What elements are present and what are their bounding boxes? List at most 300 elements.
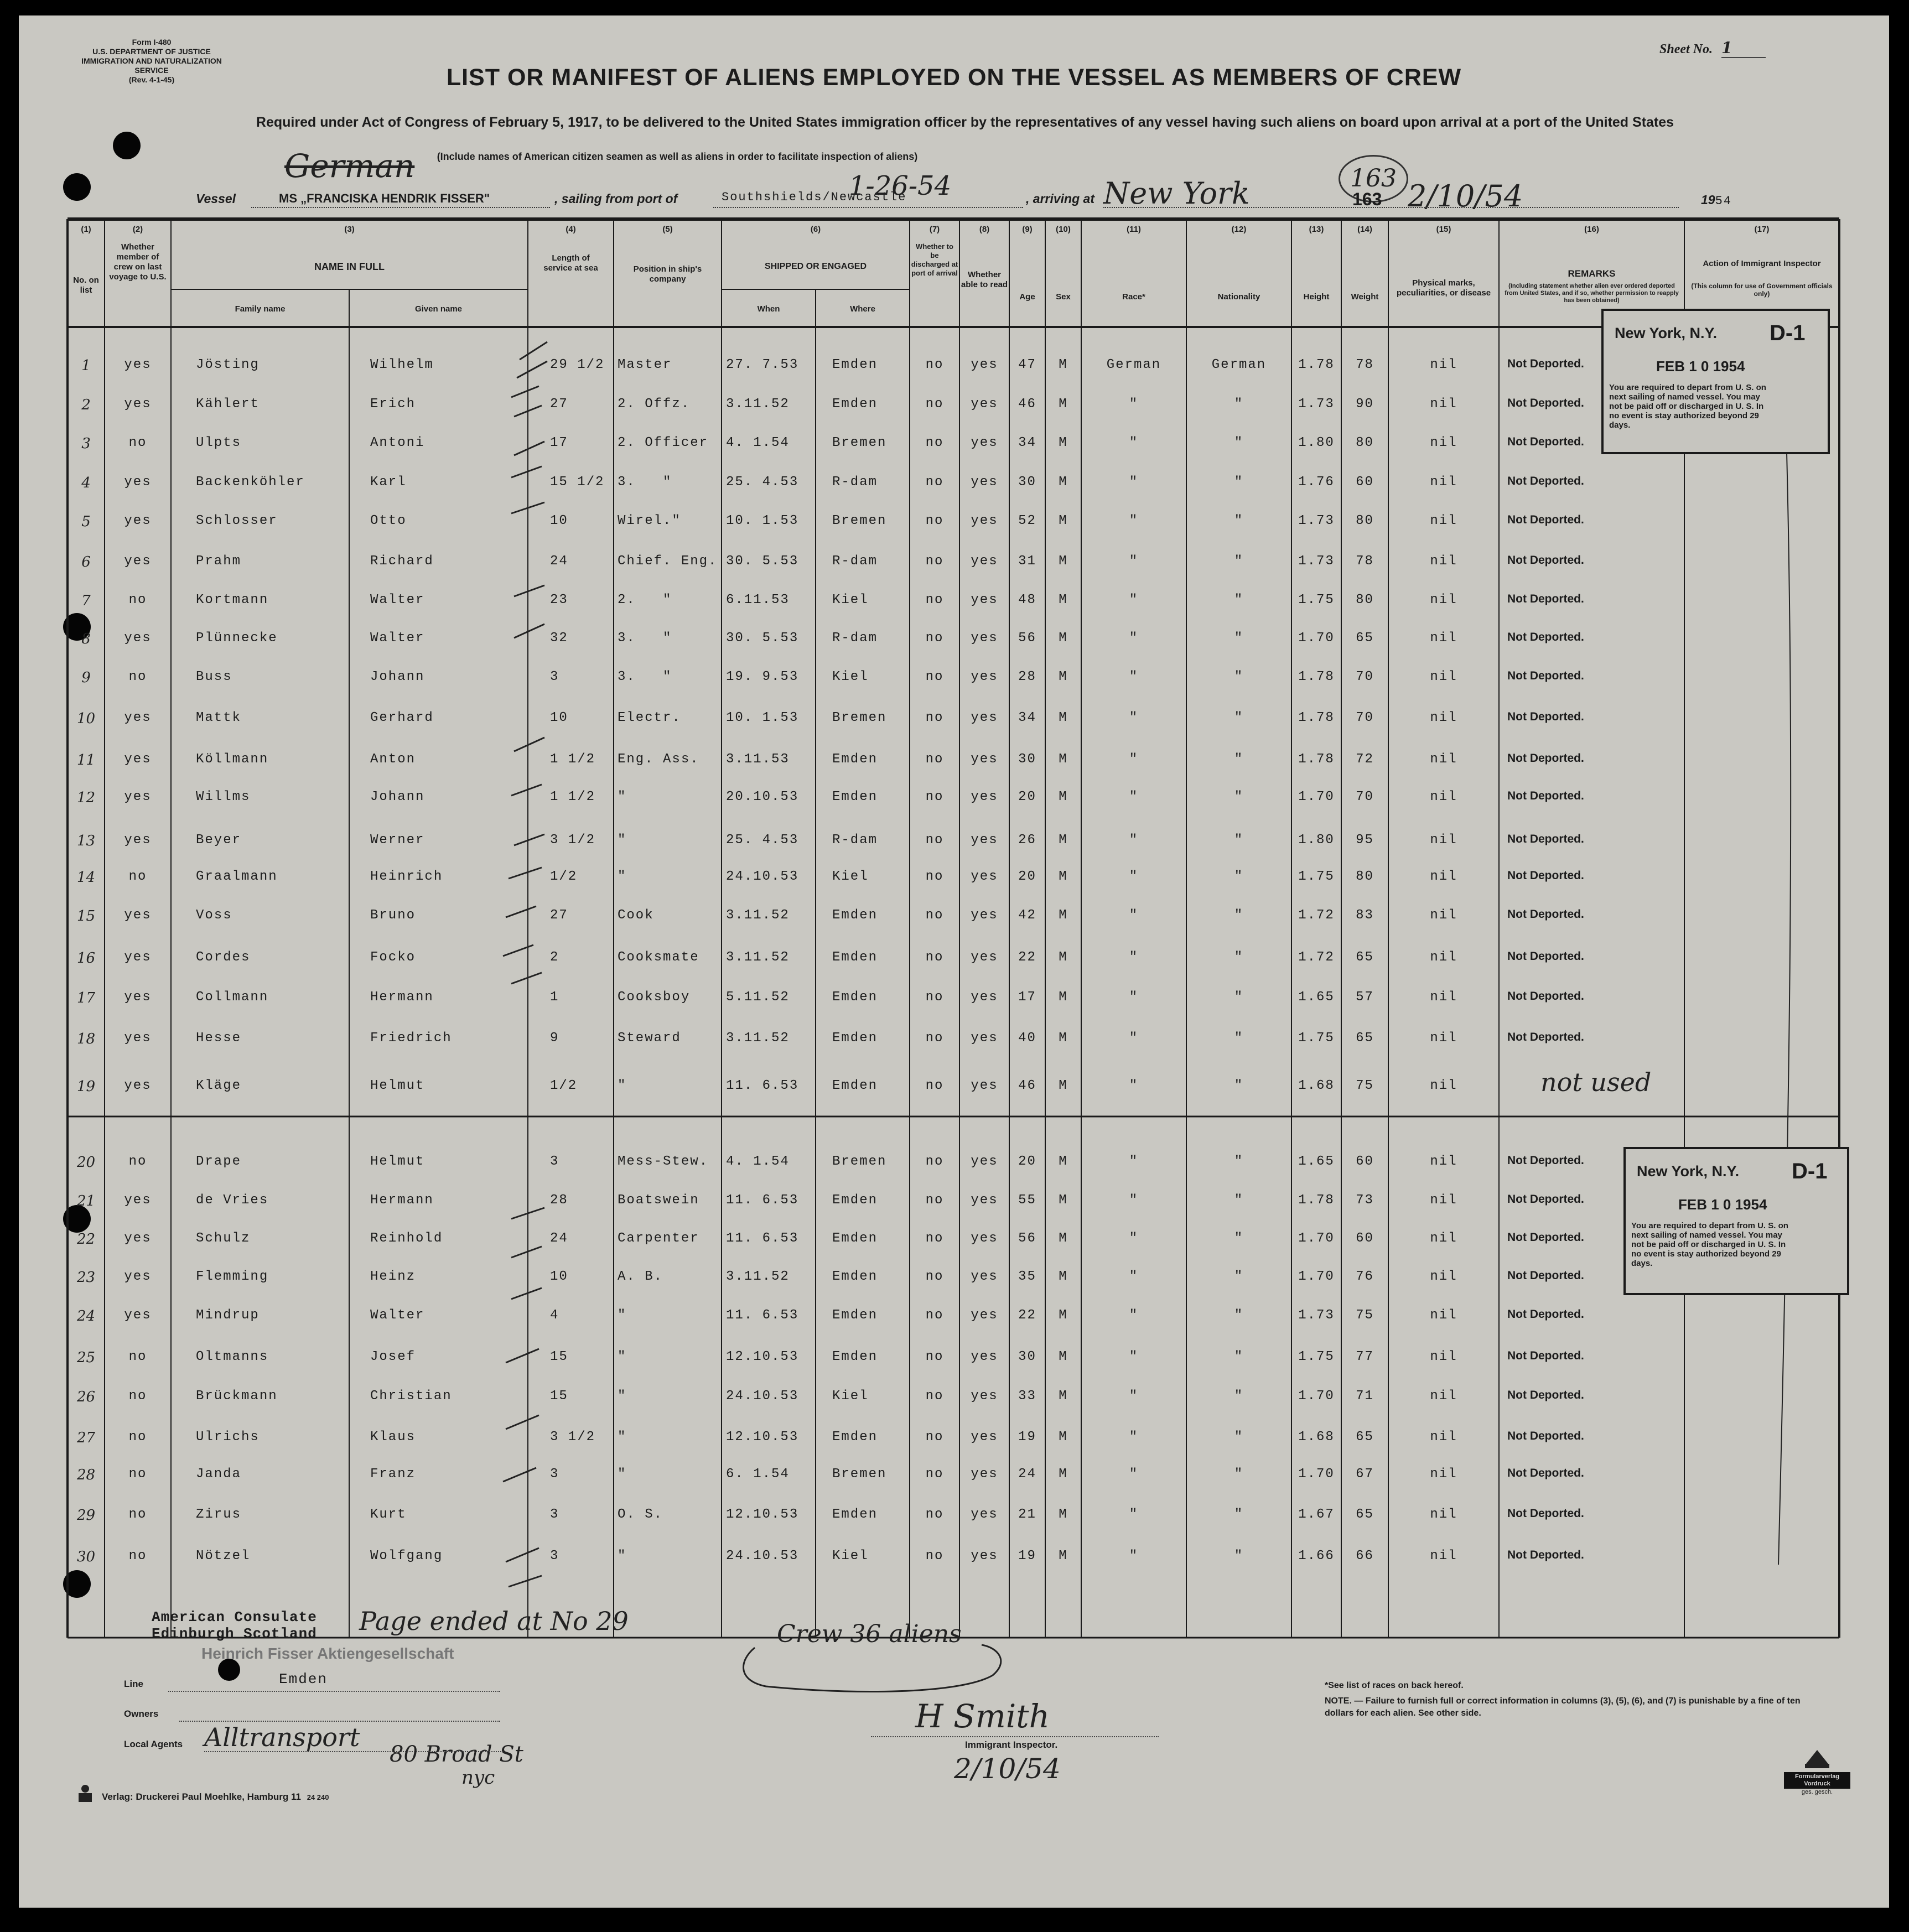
col-age: Age <box>1019 292 1035 302</box>
cell-prev-voyage: no <box>128 1430 147 1445</box>
inspector-label: Immigrant Inspector. <box>965 1739 1058 1750</box>
cell-service-length: 2 <box>550 950 559 965</box>
cell-remarks: Not Deported. <box>1507 1507 1584 1520</box>
cell-physical-marks: nil <box>1430 1154 1457 1169</box>
check-stroke <box>503 1415 542 1587</box>
cell-when: 11. 6.53 <box>726 1193 799 1208</box>
cell-service-length: 1/2 <box>550 1078 578 1093</box>
cell-where: R-dam <box>832 833 878 848</box>
cell-weight: 66 <box>1356 1549 1374 1564</box>
row-number: 30 <box>76 1549 96 1565</box>
cell-service-length: 24 <box>550 554 568 569</box>
cell-weight: 78 <box>1356 554 1374 569</box>
cell-discharged: no <box>925 1078 944 1093</box>
cell-able-read: yes <box>971 710 998 725</box>
cell-position: " <box>618 1549 627 1564</box>
cell-prev-voyage: no <box>128 1154 147 1169</box>
cell-where: Emden <box>832 752 878 767</box>
cell-sex: M <box>1059 990 1068 1005</box>
vessel-name: MS „FRANCISKA HENDRIK FISSER" <box>279 191 490 205</box>
cell-where: Emden <box>832 1231 878 1246</box>
cell-sex: M <box>1059 790 1068 804</box>
signature-underline <box>871 1736 1159 1737</box>
col-nationality: Nationality <box>1217 292 1260 302</box>
cell-sex: M <box>1059 357 1068 372</box>
cell-position: Electr. <box>618 710 681 725</box>
note-text: — Failure to furnish full or correct information in columns (3), (5), (6), and (7) is punishable by a fine of ten dollars for each alien. See other side. <box>1325 1696 1801 1718</box>
cell-when: 20.10.53 <box>726 790 799 804</box>
cell-height: 1.73 <box>1298 513 1335 528</box>
cell-sex: M <box>1059 1349 1068 1364</box>
cell-prev-voyage: yes <box>124 908 152 923</box>
cell-position: O. S. <box>618 1507 663 1522</box>
row-number: 24 <box>76 1308 96 1325</box>
cell-weight: 75 <box>1356 1308 1374 1323</box>
cell-discharged: no <box>925 908 944 923</box>
cell-when: 10. 1.53 <box>726 513 799 528</box>
cell-race: " <box>1129 1078 1139 1093</box>
row-number: 13 <box>76 833 96 849</box>
publisher-code: 24 240 <box>307 1793 329 1801</box>
agents-label: Local Agents <box>124 1739 183 1749</box>
cell-remarks: Not Deported. <box>1507 1269 1584 1282</box>
cell-sex: M <box>1059 1549 1068 1564</box>
cell-sex: M <box>1059 869 1068 884</box>
col-race: Race* <box>1122 292 1145 302</box>
cell-prev-voyage: yes <box>124 1308 152 1323</box>
cell-remarks: Not Deported. <box>1507 397 1584 409</box>
cell-able-read: yes <box>971 1507 998 1522</box>
cell-when: 12.10.53 <box>726 1430 799 1445</box>
cell-sex: M <box>1059 554 1068 569</box>
cell-discharged: no <box>925 869 944 884</box>
cell-height: 1.67 <box>1298 1507 1335 1522</box>
cell-discharged: no <box>925 950 944 965</box>
cell-where: Bremen <box>832 1467 887 1482</box>
cell-when: 11. 6.53 <box>726 1231 799 1246</box>
cell-race: " <box>1129 513 1139 528</box>
cell-age: 30 <box>1018 752 1036 767</box>
cell-sex: M <box>1059 593 1068 607</box>
cell-height: 1.70 <box>1298 631 1335 646</box>
cell-given-name: Walter <box>370 631 425 646</box>
cell-family-name: Oltmanns <box>196 1349 269 1364</box>
cell-given-name: Walter <box>370 1308 425 1323</box>
cell-height: 1.70 <box>1298 1389 1335 1404</box>
cell-age: 56 <box>1018 1231 1036 1246</box>
company-stamp: Heinrich Fisser Aktiengesellschaft <box>201 1645 454 1662</box>
publisher-logo <box>1784 1747 1850 1803</box>
cell-physical-marks: nil <box>1430 1078 1457 1093</box>
row-number: 17 <box>76 990 96 1006</box>
sailing-label: , sailing from port of <box>554 191 678 206</box>
cell-family-name: Brückmann <box>196 1389 278 1404</box>
cell-where: Emden <box>832 1507 878 1522</box>
cell-weight: 67 <box>1356 1467 1374 1482</box>
row-number: 3 <box>81 435 91 452</box>
cell-physical-marks: nil <box>1430 790 1457 804</box>
cell-given-name: Heinz <box>370 1269 416 1284</box>
cell-discharged: no <box>925 554 944 569</box>
cell-weight: 70 <box>1356 790 1374 804</box>
row-number: 15 <box>76 908 96 925</box>
cell-nationality: " <box>1234 1154 1244 1169</box>
cell-when: 25. 4.53 <box>726 475 799 490</box>
logo-icon <box>1801 1747 1834 1769</box>
cell-weight: 80 <box>1356 869 1374 884</box>
cell-weight: 65 <box>1356 1031 1374 1046</box>
cell-height: 1.65 <box>1298 990 1335 1005</box>
cell-remarks: Not Deported. <box>1507 1467 1584 1479</box>
cell-sex: M <box>1059 1308 1068 1323</box>
cell-position: Carpenter <box>618 1231 699 1246</box>
col-num: (6) <box>810 225 821 234</box>
cell-given-name: Otto <box>370 513 407 528</box>
cell-remarks: Not Deported. <box>1507 1231 1584 1244</box>
stamp-date: FEB 1 0 1954 <box>1656 358 1745 375</box>
cell-race: " <box>1129 475 1139 490</box>
cell-remarks: Not Deported. <box>1507 554 1584 567</box>
cell-remarks: Not Deported. <box>1507 1349 1584 1362</box>
cell-physical-marks: nil <box>1430 710 1457 725</box>
cell-age: 20 <box>1018 1154 1036 1169</box>
col-num: (11) <box>1127 225 1141 234</box>
check-stroke <box>503 868 542 984</box>
cell-able-read: yes <box>971 1430 998 1445</box>
inspection-date: 2/10/54 <box>954 1753 1061 1785</box>
cell-given-name: Franz <box>370 1467 416 1482</box>
cell-height: 1.70 <box>1298 1231 1335 1246</box>
col-discharged: Whether to be discharged at port of arrival <box>911 242 958 277</box>
row-number: 10 <box>76 710 96 727</box>
col-num: (12) <box>1231 225 1247 234</box>
cell-race: " <box>1129 397 1139 412</box>
cell-position: Cooksboy <box>618 990 691 1005</box>
cell-given-name: Reinhold <box>370 1231 443 1246</box>
cell-when: 12.10.53 <box>726 1349 799 1364</box>
cell-race: " <box>1129 1389 1139 1404</box>
cell-where: Bremen <box>832 513 887 528</box>
cell-race: " <box>1129 908 1139 923</box>
cell-family-name: Ulpts <box>196 435 242 450</box>
printer-logo-icon <box>74 1783 96 1805</box>
cell-where: Emden <box>832 1078 878 1093</box>
cell-family-name: Plünnecke <box>196 631 278 646</box>
cell-weight: 65 <box>1356 631 1374 646</box>
cell-position: 2. Offz. <box>618 397 691 412</box>
cell-given-name: Hermann <box>370 1193 434 1208</box>
cell-weight: 72 <box>1356 752 1374 767</box>
cell-where: Kiel <box>832 1389 869 1404</box>
cell-when: 24.10.53 <box>726 869 799 884</box>
page-ended-note: Page ended at No 29 <box>359 1606 629 1636</box>
cell-race: " <box>1129 833 1139 848</box>
cell-remarks: Not Deported. <box>1507 475 1584 487</box>
cell-service-length: 3 1/2 <box>550 1430 596 1445</box>
stamp-city: New York, N.Y. <box>1637 1163 1740 1180</box>
checkmark-strokes <box>503 342 1791 1692</box>
cell-nationality: " <box>1234 397 1244 412</box>
cell-prev-voyage: no <box>128 435 147 450</box>
cell-when: 24.10.53 <box>726 1549 799 1564</box>
check-stroke <box>511 342 547 417</box>
cell-family-name: Graalmann <box>196 869 278 884</box>
cell-physical-marks: nil <box>1430 908 1457 923</box>
cell-nationality: " <box>1234 475 1244 490</box>
cell-height: 1.68 <box>1298 1430 1335 1445</box>
cell-position: " <box>618 1308 627 1323</box>
cell-family-name: Voss <box>196 908 232 923</box>
cell-age: 24 <box>1018 1467 1036 1482</box>
cell-weight: 80 <box>1356 435 1374 450</box>
cell-when: 24.10.53 <box>726 1389 799 1404</box>
cell-able-read: yes <box>971 1031 998 1046</box>
cell-sex: M <box>1059 631 1068 646</box>
cell-age: 19 <box>1018 1430 1036 1445</box>
cell-physical-marks: nil <box>1430 1507 1457 1522</box>
cell-service-length: 3 <box>550 1507 559 1522</box>
cell-where: Emden <box>832 790 878 804</box>
cell-where: Emden <box>832 1349 878 1364</box>
cell-position: Boatswein <box>618 1193 699 1208</box>
cell-physical-marks: nil <box>1430 869 1457 884</box>
cell-given-name: Wolfgang <box>370 1549 443 1564</box>
cell-height: 1.65 <box>1298 1154 1335 1169</box>
cell-where: Emden <box>832 397 878 412</box>
vessel-nationality: German <box>284 147 415 185</box>
cell-age: 46 <box>1018 1078 1036 1093</box>
cell-sex: M <box>1059 950 1068 965</box>
cell-nationality: " <box>1234 1031 1244 1046</box>
cell-able-read: yes <box>971 869 998 884</box>
row-number: 6 <box>81 554 91 570</box>
inspection-stamp <box>1601 309 1830 454</box>
cell-sex: M <box>1059 1154 1068 1169</box>
cell-service-length: 4 <box>550 1308 559 1323</box>
cell-family-name: Beyer <box>196 833 242 848</box>
col-inspector-note: (This column for use of Government officials only) <box>1691 282 1833 298</box>
crew-count-note: Crew 36 aliens <box>777 1620 962 1648</box>
cell-race: " <box>1129 1507 1139 1522</box>
cell-where: R-dam <box>832 554 878 569</box>
cell-family-name: Ulrichs <box>196 1430 260 1445</box>
cell-discharged: no <box>925 513 944 528</box>
local-agents: Alltransport <box>204 1722 360 1752</box>
cell-height: 1.78 <box>1298 357 1335 372</box>
cell-discharged: no <box>925 1467 944 1482</box>
cell-able-read: yes <box>971 990 998 1005</box>
cell-age: 35 <box>1018 1269 1036 1284</box>
cell-physical-marks: nil <box>1430 631 1457 646</box>
cell-race: " <box>1129 1467 1139 1482</box>
col-num: (15) <box>1436 225 1451 234</box>
cell-race: " <box>1129 950 1139 965</box>
cell-physical-marks: nil <box>1430 1467 1457 1482</box>
cell-position: " <box>618 1467 627 1482</box>
col-no-on-list: No. on list <box>73 276 99 295</box>
col-num: (2) <box>132 225 143 234</box>
cell-service-length: 27 <box>550 397 568 412</box>
cell-given-name: Christian <box>370 1389 452 1404</box>
cell-family-name: Köllmann <box>196 752 269 767</box>
cell-given-name: Walter <box>370 593 425 607</box>
cell-family-name: Nötzel <box>196 1549 251 1564</box>
cell-discharged: no <box>925 1231 944 1246</box>
cell-remarks: Not Deported. <box>1507 669 1584 682</box>
cell-position: Mess-Stew. <box>618 1154 709 1169</box>
row-number: 21 <box>76 1193 96 1209</box>
cell-where: Kiel <box>832 593 869 607</box>
agents-address: 80 Broad St <box>390 1742 523 1767</box>
row-number: 23 <box>76 1269 96 1286</box>
cell-position: Wirel." <box>618 513 681 528</box>
cell-prev-voyage: yes <box>124 475 152 490</box>
stamp-text: You are required to depart from U. S. on next sailing of named vessel. You may not be paid off or discharged in U. S. In no event is stay authorized beyond 29 days. <box>1609 383 1766 430</box>
cell-race: " <box>1129 1154 1139 1169</box>
cell-service-length: 10 <box>550 710 568 725</box>
cell-when: 27. 7.53 <box>726 357 799 372</box>
col-num: (1) <box>81 225 91 234</box>
cell-remarks: Not Deported. <box>1507 1430 1584 1442</box>
cell-sex: M <box>1059 1430 1068 1445</box>
cell-remarks: Not Deported. <box>1507 1389 1584 1401</box>
cell-remarks: Not Deported. <box>1507 869 1584 882</box>
cell-physical-marks: nil <box>1430 1231 1457 1246</box>
cell-prev-voyage: no <box>128 1549 147 1564</box>
cell-family-name: Kortmann <box>196 593 269 607</box>
cell-age: 26 <box>1018 833 1036 848</box>
cell-position: 3. " <box>618 669 672 684</box>
cell-nationality: " <box>1234 669 1244 684</box>
owners-underline <box>179 1721 500 1722</box>
cell-sex: M <box>1059 435 1068 450</box>
cell-physical-marks: nil <box>1430 950 1457 965</box>
cell-given-name: Wilhelm <box>370 357 434 372</box>
cell-service-length: 32 <box>550 631 568 646</box>
cell-where: Emden <box>832 1031 878 1046</box>
cell-discharged: no <box>925 593 944 607</box>
stamp-code: D-1 <box>1792 1159 1828 1183</box>
year-value: 54 <box>1715 194 1732 208</box>
cell-prev-voyage: yes <box>124 710 152 725</box>
cell-prev-voyage: yes <box>124 397 152 412</box>
cell-sex: M <box>1059 1078 1068 1093</box>
cell-weight: 60 <box>1356 475 1374 490</box>
col-shipped-engaged: SHIPPED OR ENGAGED <box>764 262 867 271</box>
cell-given-name: Antoni <box>370 435 425 450</box>
year-prefix: 19 <box>1701 193 1715 207</box>
cell-discharged: no <box>925 752 944 767</box>
cell-able-read: yes <box>971 833 998 848</box>
cell-weight: 70 <box>1356 710 1374 725</box>
cell-weight: 70 <box>1356 669 1374 684</box>
cell-age: 22 <box>1018 1308 1036 1323</box>
cell-able-read: yes <box>971 1389 998 1404</box>
cell-family-name: Prahm <box>196 554 242 569</box>
cell-position: " <box>618 790 627 804</box>
row-number: 14 <box>76 869 96 886</box>
sailing-port: Southshields/Newcastle <box>722 190 907 204</box>
cell-service-length: 27 <box>550 908 568 923</box>
cell-when: 3.11.53 <box>726 752 790 767</box>
cell-service-length: 3 1/2 <box>550 833 596 848</box>
col-num: (5) <box>662 225 673 234</box>
cell-age: 31 <box>1018 554 1036 569</box>
cell-discharged: no <box>925 435 944 450</box>
cell-prev-voyage: yes <box>124 513 152 528</box>
col-remarks: REMARKS <box>1568 268 1616 279</box>
cell-age: 56 <box>1018 631 1036 646</box>
cell-when: 30. 5.53 <box>726 554 799 569</box>
cell-when: 4. 1.54 <box>726 1154 790 1169</box>
circled-number: 163 <box>1339 155 1408 202</box>
cell-physical-marks: nil <box>1430 1430 1457 1445</box>
cell-when: 5.11.52 <box>726 990 790 1005</box>
cell-weight: 76 <box>1356 1269 1374 1284</box>
col-num: (3) <box>344 225 355 234</box>
cell-where: Emden <box>832 1308 878 1323</box>
cell-prev-voyage: no <box>128 1349 147 1364</box>
cell-prev-voyage: no <box>128 869 147 884</box>
row-number: 19 <box>76 1078 96 1095</box>
cell-nationality: " <box>1234 990 1244 1005</box>
cell-nationality: " <box>1234 710 1244 725</box>
cell-service-length: 17 <box>550 435 568 450</box>
col-service-length: Length of service at sea <box>543 253 598 273</box>
cell-nationality: " <box>1234 513 1244 528</box>
cell-nationality: " <box>1234 593 1244 607</box>
cell-age: 30 <box>1018 475 1036 490</box>
cell-physical-marks: nil <box>1430 669 1457 684</box>
publisher <box>102 1791 329 1803</box>
cell-given-name: Johann <box>370 790 425 804</box>
cell-height: 1.72 <box>1298 950 1335 965</box>
cell-prev-voyage: yes <box>124 1031 152 1046</box>
col-where: Where <box>850 304 875 314</box>
cell-discharged: no <box>925 990 944 1005</box>
cell-race: " <box>1129 631 1139 646</box>
check-stroke <box>511 624 544 845</box>
cell-able-read: yes <box>971 1154 998 1169</box>
cell-race: " <box>1129 1193 1139 1208</box>
cell-family-name: Kläge <box>196 1078 242 1093</box>
cell-sex: M <box>1059 1389 1068 1404</box>
col-physical-marks: Physical marks, peculiarities, or disease <box>1396 278 1491 298</box>
cell-sex: M <box>1059 1231 1068 1246</box>
cell-given-name: Kurt <box>370 1507 407 1522</box>
cell-race: " <box>1129 710 1139 725</box>
cell-position: " <box>618 833 627 848</box>
cell-remarks: Not Deported. <box>1507 1031 1584 1043</box>
cell-family-name: de Vries <box>196 1193 269 1208</box>
cell-age: 52 <box>1018 513 1036 528</box>
cell-position: 3. " <box>618 475 672 490</box>
form-number: Form I-480 <box>132 38 172 46</box>
cell-race: " <box>1129 1269 1139 1284</box>
cell-able-read: yes <box>971 790 998 804</box>
col-remarks-note: (Including statement whether alien ever ordered deported from United States, and if so, whether permission to reapply has been obtained) <box>1505 283 1679 304</box>
cell-remarks: Not Deported. <box>1507 990 1584 1003</box>
cell-nationality: " <box>1234 1349 1244 1364</box>
cell-service-length: 15 <box>550 1389 568 1404</box>
col-num: (8) <box>979 225 990 234</box>
cell-remarks: Not Deported. <box>1507 513 1584 526</box>
cell-weight: 65 <box>1356 1507 1374 1522</box>
cell-service-length: 15 1/2 <box>550 475 605 490</box>
cell-sex: M <box>1059 710 1068 725</box>
cell-service-length: 1/2 <box>550 869 578 884</box>
cell-sex: M <box>1059 475 1068 490</box>
